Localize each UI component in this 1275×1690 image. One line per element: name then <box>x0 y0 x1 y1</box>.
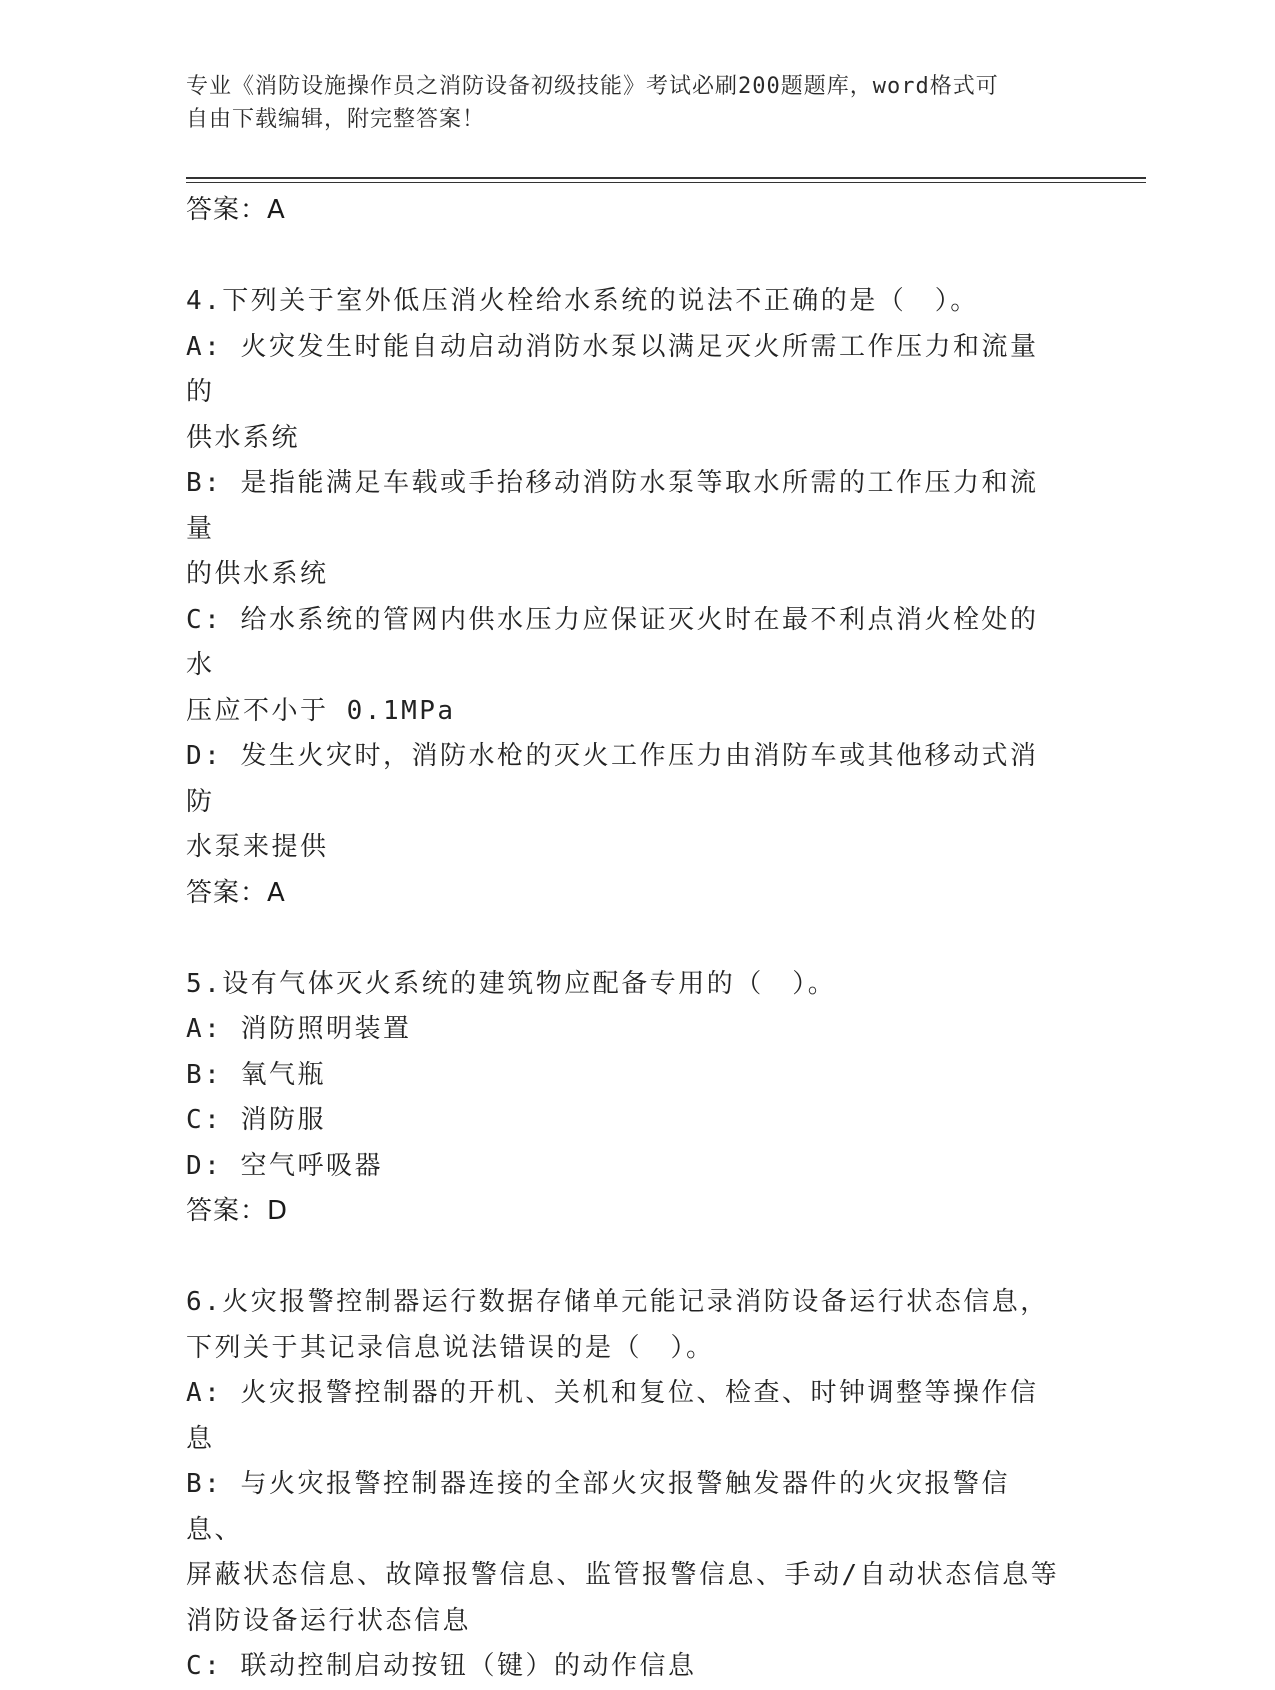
option-c: C: 消防服 <box>186 1105 326 1135</box>
option-d: D: 发生火灾时，消防水枪的灭火工作压力由消防车或其他移动式消防 <box>186 741 1039 817</box>
page-header <box>186 70 1086 136</box>
option-a: A: 火灾报警控制器的开机、关机和复位、检查、时钟调整等操作信息 <box>186 1378 1039 1454</box>
header-rule-thin <box>186 182 1146 183</box>
answer: 答案：D <box>186 1196 289 1226</box>
answer: 答案：A <box>186 877 286 908</box>
answer-q3: 答案：A <box>186 195 286 225</box>
question-5 <box>186 962 1066 1235</box>
header-rule-thick <box>186 177 1146 179</box>
spacer <box>186 234 1066 280</box>
spacer <box>186 1235 1066 1281</box>
option-a-cont: 供水系统 <box>186 422 301 453</box>
header-line-1: 专业《消防设施操作员之消防设备初级技能》考试必刷200题题库，word格式可 <box>186 74 999 99</box>
spacer <box>186 916 1066 962</box>
question-4 <box>186 279 1066 916</box>
option-c-cont: 压应不小于 0.1MPa <box>186 695 456 726</box>
option-b: B: 氧气瓶 <box>186 1059 326 1090</box>
option-b-cont-2: 消防设备运行状态信息 <box>186 1605 472 1636</box>
option-a: A: 火灾发生时能自动启动消防水泵以满足灭火所需工作压力和流量的 <box>186 331 1039 407</box>
question-stem: 5.设有气体灭火系统的建筑物应配备专用的（ ）。 <box>186 968 837 999</box>
option-b-cont: 屏蔽状态信息、故障报警信息、监管报警信息、手动/自动状态信息等 <box>186 1560 1060 1590</box>
option-a: A: 消防照明装置 <box>186 1014 412 1044</box>
question-content <box>186 188 1066 1690</box>
question-6 <box>186 1280 1066 1690</box>
header-line-2: 自由下载编辑，附完整答案！ <box>186 107 486 132</box>
question-stem-cont: 下列关于其记录信息说法错误的是（ ）。 <box>186 1332 715 1363</box>
option-b: B: 是指能满足车载或手抬移动消防水泵等取水所需的工作压力和流量 <box>186 468 1039 544</box>
option-c: C: 给水系统的管网内供水压力应保证灭火时在最不利点消火栓处的水 <box>186 604 1039 680</box>
option-d-cont: 水泵来提供 <box>186 832 329 862</box>
option-c: C: 联动控制启动按钮（键）的动作信息 <box>186 1651 697 1681</box>
question-stem: 4.下列关于室外低压消火栓给水系统的说法不正确的是（ ）。 <box>186 286 979 316</box>
question-stem: 6.火灾报警控制器运行数据存储单元能记录消防设备运行状态信息， <box>186 1287 1049 1317</box>
option-b: B: 与火灾报警控制器连接的全部火灾报警触发器件的火灾报警信息、 <box>186 1469 1010 1545</box>
option-b-cont: 的供水系统 <box>186 559 329 589</box>
option-d: D: 空气呼吸器 <box>186 1150 383 1181</box>
